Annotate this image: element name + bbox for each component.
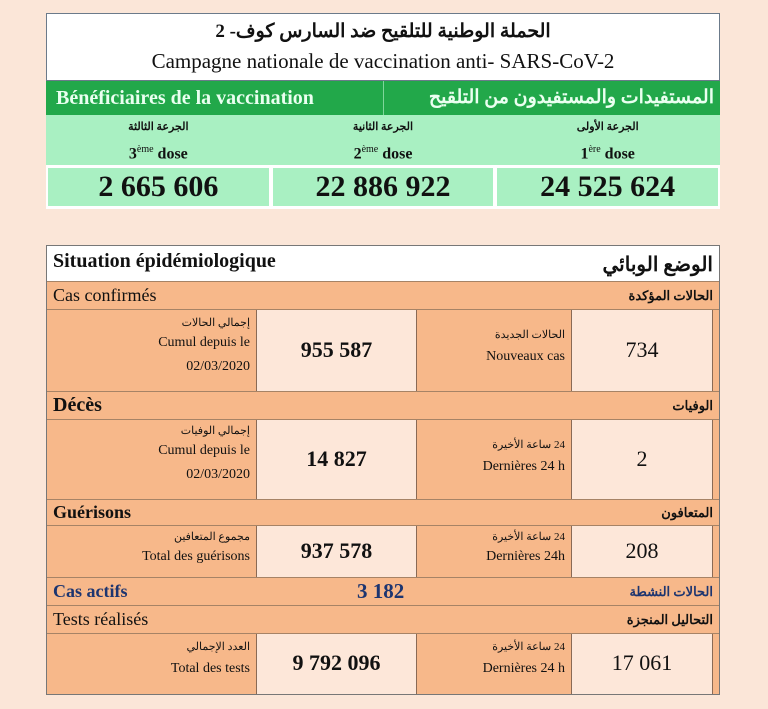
deaths-title-fr: Décès xyxy=(53,394,102,416)
dose-1-sup: ère xyxy=(588,144,601,155)
beneficiaries-bar xyxy=(46,81,720,115)
dose-3-sup: ème xyxy=(136,144,154,155)
tests-total-label-fr: Total des tests xyxy=(170,661,250,676)
dose-2-num: 2 xyxy=(353,145,362,163)
campaign-title-fr: Campagne nationale de vaccination anti- SARS-CoV-2 xyxy=(151,49,615,73)
active-cases-value: 3 182 xyxy=(357,579,405,603)
confirmed-data-row xyxy=(47,310,719,392)
recoveries-total-label-fr: Total des guérisons xyxy=(142,549,250,564)
dose-2-sup: ème xyxy=(361,144,379,155)
active-cases-row xyxy=(47,578,719,606)
confirmed-cumul-label-fr: Cumul depuis le xyxy=(158,335,250,350)
dose-label-1 xyxy=(495,115,720,165)
tests-title-ar: التحاليل المنجزة xyxy=(626,612,713,627)
tests-data-row xyxy=(47,634,719,694)
dose-values-row xyxy=(46,165,720,209)
confirmed-new-value: 734 xyxy=(572,310,713,391)
recoveries-data-row xyxy=(47,526,719,578)
recoveries-title-fr: Guérisons xyxy=(53,502,132,522)
dose-label-2 xyxy=(271,115,496,165)
dose-2-value: 22 886 922 xyxy=(273,168,494,206)
confirmed-cumul-label xyxy=(53,310,257,391)
confirmed-cumul-value: 955 587 xyxy=(257,310,417,391)
recoveries-total-value: 937 578 xyxy=(257,526,417,577)
dose-3-value: 2 665 606 xyxy=(48,168,269,206)
tests-header-row xyxy=(47,606,719,634)
epidemiology-table xyxy=(46,245,720,695)
recoveries-recent-label-ar: 24 ساعة الأخيرة xyxy=(492,531,565,543)
tests-total-label xyxy=(53,634,257,694)
dose-1-label-ar: الجرعة الأولى xyxy=(576,121,639,133)
confirmed-title-fr: Cas confirmés xyxy=(53,285,157,305)
tests-recent-value: 17 061 xyxy=(572,634,713,694)
vaccination-panel xyxy=(46,13,720,209)
confirmed-cumul-date: 02/03/2020 xyxy=(186,359,250,374)
deaths-recent-value: 2 xyxy=(572,420,713,499)
dose-2-word: dose xyxy=(382,145,413,163)
active-cases-title-fr: Cas actifs xyxy=(53,581,128,601)
dose-2-label-fr xyxy=(271,140,496,164)
tests-total-value: 9 792 096 xyxy=(257,634,417,694)
deaths-data-row xyxy=(47,420,719,500)
dose-1-label-fr xyxy=(495,140,720,164)
dose-1-value: 24 525 624 xyxy=(497,168,718,206)
recoveries-title-ar: المتعافون xyxy=(661,505,713,520)
tests-total-label-ar: العدد الإجمالي xyxy=(186,641,250,653)
dose-2-label-ar: الجرعة الثانية xyxy=(352,121,414,133)
epidemiology-title-row xyxy=(47,246,719,282)
beneficiaries-label-fr: Bénéficiaires de la vaccination xyxy=(46,81,384,115)
dose-3-label-ar: الجرعة الثالثة xyxy=(128,121,189,133)
deaths-header-row xyxy=(47,392,719,420)
tests-title-fr: Tests réalisés xyxy=(53,609,149,629)
dose-1-num: 1 xyxy=(580,145,589,163)
tests-recent-label-fr: Dernières 24 h xyxy=(482,661,565,676)
recoveries-total-label-ar: مجموع المتعافين xyxy=(173,531,250,543)
confirmed-header-row xyxy=(47,282,719,310)
recoveries-total-label xyxy=(53,526,257,577)
tests-recent-label-ar: 24 ساعة الأخيرة xyxy=(492,641,565,653)
deaths-cumul-label-ar: إجمالي الوفيات xyxy=(180,425,250,437)
deaths-cumul-date: 02/03/2020 xyxy=(186,467,250,482)
recoveries-recent-label xyxy=(417,526,572,577)
beneficiaries-label-ar: المستفيدات والمستفيدون من التلقيح xyxy=(428,87,714,108)
recoveries-recent-label-fr: Dernières 24h xyxy=(486,549,565,564)
confirmed-cumul-label-ar: إجمالي الحالات xyxy=(181,317,250,329)
confirmed-title-ar: الحالات المؤكدة xyxy=(628,288,713,303)
dose-1-word: dose xyxy=(604,145,635,163)
recoveries-header-row xyxy=(47,500,719,526)
tests-recent-label xyxy=(417,634,572,694)
dose-labels-row xyxy=(46,115,720,165)
dose-label-3 xyxy=(46,115,271,165)
vaccination-header xyxy=(46,13,720,81)
recoveries-recent-value: 208 xyxy=(572,526,713,577)
confirmed-new-label xyxy=(417,310,572,391)
deaths-recent-label-ar: 24 ساعة الأخيرة xyxy=(492,439,565,451)
deaths-cumul-label xyxy=(53,420,257,499)
deaths-title-ar: الوفيات xyxy=(672,398,713,413)
epidemiology-title-ar: الوضع الوبائي xyxy=(602,254,713,276)
dose-3-num: 3 xyxy=(128,145,137,163)
deaths-recent-label xyxy=(417,420,572,499)
dose-3-word: dose xyxy=(157,145,188,163)
deaths-recent-label-fr: Dernières 24 h xyxy=(482,459,565,474)
active-cases-title-ar: الحالات النشطة xyxy=(629,584,713,599)
confirmed-new-label-ar: الحالات الجديدة xyxy=(494,329,565,341)
epidemiology-title-fr: Situation épidémiologique xyxy=(53,250,276,272)
campaign-title-ar: الحملة الوطنية للتلقيح ضد السارس كوف- 2 xyxy=(215,21,551,42)
deaths-cumul-label-fr: Cumul depuis le xyxy=(158,443,250,458)
deaths-cumul-value: 14 827 xyxy=(257,420,417,499)
dose-3-label-fr xyxy=(46,140,271,164)
confirmed-new-label-fr: Nouveaux cas xyxy=(486,349,565,364)
